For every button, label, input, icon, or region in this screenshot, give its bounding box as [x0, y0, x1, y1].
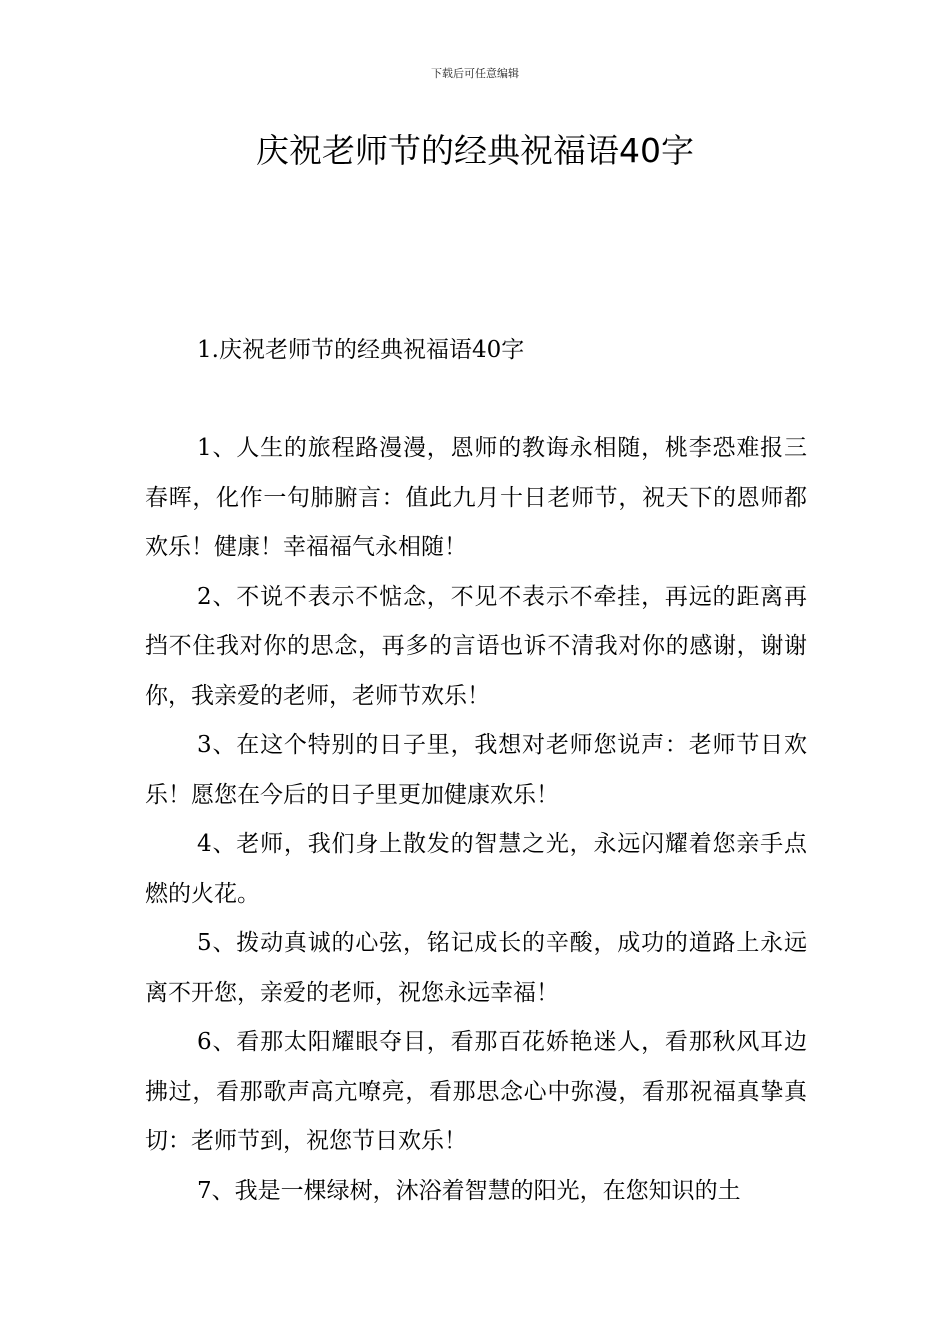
paragraph-4: 4、老师，我们身上散发的智慧之光，永远闪耀着您亲手点燃的火花。 — [145, 831, 807, 907]
paragraph-6: 6、看那太阳耀眼夺目，看那百花娇艳迷人，看那秋风耳边拂过，看那歌声高亢嘹亮，看那思念心中弥漫，看那祝福真挚真切：老师节到，祝您节日欢乐！ — [145, 1029, 807, 1154]
header-note: 下载后可任意编辑 — [431, 67, 519, 80]
section-heading: 1.庆祝老师节的经典祝福语40字 — [197, 337, 525, 363]
paragraph-3: 3、在这个特别的日子里，我想对老师您说声：老师节日欢乐！愿您在今后的日子里更加健康欢乐！ — [145, 732, 807, 808]
document-body — [145, 424, 807, 1216]
paragraph-2: 2、不说不表示不惦念，不见不表示不牵挂，再远的距离再挡不住我对你的思念，再多的言语也诉不清我对你的感谢，谢谢你，我亲爱的老师，老师节欢乐！ — [145, 583, 807, 709]
document-title: 庆祝老师节的经典祝福语40字 — [256, 131, 694, 170]
paragraph-7: 7、我是一棵绿树，沐浴着智慧的阳光，在您知识的土 — [197, 1177, 741, 1204]
paragraph-1: 1、人生的旅程路漫漫，恩师的教诲永相随，桃李恐难报三春晖，化作一句肺腑言：值此九月十日老师节，祝天下的恩师都欢乐！健康！幸福福气永相随！ — [145, 435, 807, 560]
paragraph-5: 5、拨动真诚的心弦，铭记成长的辛酸，成功的道路上永远离不开您，亲爱的老师，祝您永远幸福！ — [145, 930, 807, 1006]
